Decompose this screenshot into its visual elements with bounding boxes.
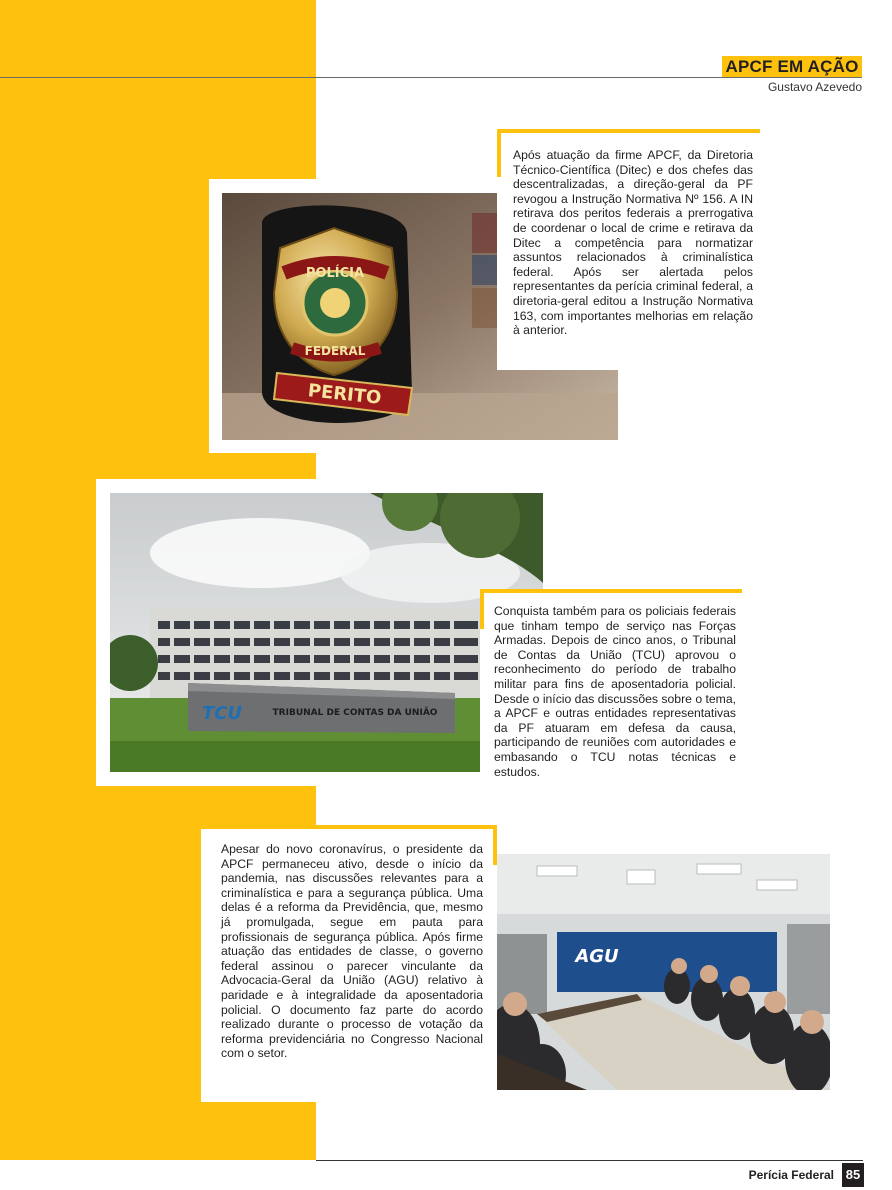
publication-name: Perícia Federal xyxy=(748,1168,834,1182)
article-3-text: Apesar do novo coronavírus, o presidente da APCF permaneceu ativo, desde o início da pandemia, nas discussões relevantes para a criminalística e para a segurança pública. Uma delas é a reforma da Previdência, que, mesmo já promulgada, segue em pauta para profissionais de segurança pública. Após firme atuação das entidades de classe, o governo federal assinou o parecer vinculante da Advocacia-Geral da União (AGU) relativo à paridade e à integralidade da aposentadoria policial. O documento faz parte do acordo realizado durante o processo de votação da reforma previdenciária no Congresso Nacional com o setor. xyxy=(221,842,483,1061)
agu-logo-text: AGU xyxy=(575,946,619,967)
agu-meeting-illustration xyxy=(497,854,830,1090)
badge-middle-text: FEDERAL xyxy=(304,344,366,358)
article-1-text: Após atuação da firme APCF, da Diretoria Técnico-Científica (Ditec) e dos chefes das descentralizadas, a direção-geral da PF revogou a Instrução Normativa Nº 156. A IN retirava dos peritos federais a prerrogativa de coordenar o local de crime e retirava da Ditec a competência para normatizar assuntos relacionados à criminalística federal. Após ser alertada pelos representantes da perícia criminal federal, a diretoria-geral editou a Instrução Normativa 163, com importantes melhorias em relação à anterior. xyxy=(513,148,753,338)
photo-agu-meeting xyxy=(497,854,830,1090)
header-rule xyxy=(0,77,722,78)
photo-tcu-building xyxy=(110,493,543,772)
article-2-accent-left xyxy=(480,589,484,629)
article-1-accent-left xyxy=(497,129,501,177)
tcu-illustration xyxy=(110,493,543,772)
tcu-sign-text: TRIBUNAL DE CONTAS DA UNIÃO xyxy=(272,708,438,718)
header-rule-right xyxy=(722,77,862,78)
section-tag: APCF EM AÇÃO xyxy=(722,56,862,77)
author-name: Gustavo Azevedo xyxy=(767,80,862,94)
article-1-accent-top xyxy=(497,129,760,133)
article-3-accent-top xyxy=(201,825,497,829)
footer-rule xyxy=(316,1160,863,1161)
article-2-text: Conquista também para os policiais federais que tinham tempo de serviço nas Forças Armadas. Depois de cinco anos, o Tribunal de Contas da União (TCU) aprovou o reconhecimento do período de trabalho militar para fins de aposentadoria policial. Desde o início das discussões sobre o tema, a APCF e outras entidades representativas da PF atuaram em defesa da causa, participando de reuniões com autoridades e embasando o TCU notas técnicas e estudos. xyxy=(494,604,736,779)
page-number: 85 xyxy=(842,1163,864,1187)
tcu-logo-text: TCU xyxy=(201,703,243,724)
article-2-accent-top xyxy=(480,589,742,593)
badge-banner-text: PERITO xyxy=(306,380,383,409)
badge-top-text: POLÍCIA xyxy=(305,266,365,281)
